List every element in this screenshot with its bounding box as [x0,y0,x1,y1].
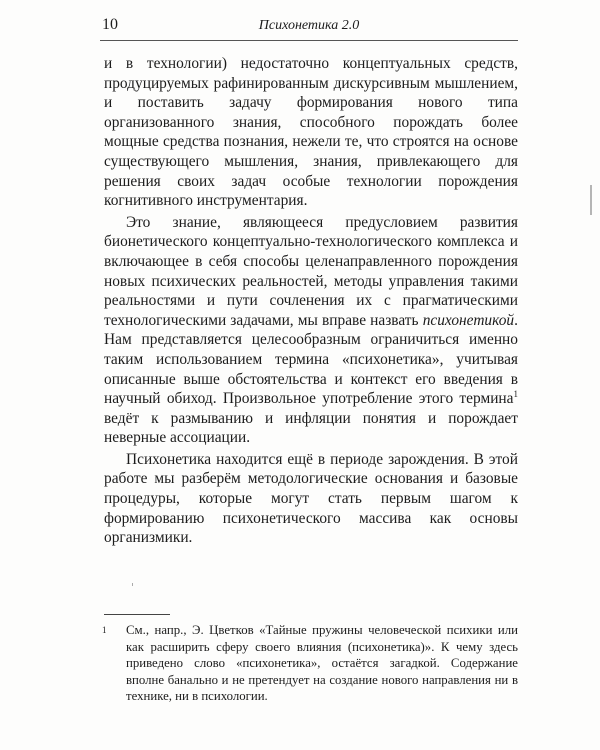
paragraph-text: . Нам представляется целесообразным ограничиться именно таким использованием термина «психонетика», учитывая описанные выше обстоятельства и контекст его введения в научный обиход. Произвольное употребление этого термина [104,311,518,408]
scan-edge-mark [590,185,592,215]
paragraph-text: ведёт к размыванию и инфляции понятия и порождает неверные ассоциации. [104,409,518,447]
footnote-mark: 1 [102,625,107,635]
emphasized-term: психонетикой [422,311,515,329]
running-title: Психонетика 2.0 [258,18,360,33]
page-number: 10 [102,16,118,33]
body-text [104,54,518,548]
footnote-divider [104,614,170,615]
page-header [100,14,518,41]
paragraph-origin: Психонетика находится ещё в периоде зарождения. В этой работе мы разберём методологические основания и базовые процедуры, которые могут стать первым шагом к формированию психонетического массива как основы организмики. [104,450,518,547]
footnote [104,622,518,705]
paragraph-continued: и в технологии) недостаточно концептуальных средств, продуцируемых рафинированным дискурсивным мышлением, и поставить задачу формирования нового типа организованного знания, способного порождать более мощные средства познания, нежели те, что строятся на основе существующего мышления, знания, привлекающего для решения своих задач особые технологии порождения когнитивного инструментария. [104,55,518,210]
paragraph-psychonetics-definition [104,213,518,448]
footnote-reference[interactable]: 1 [513,388,518,399]
paragraph-text: Это знание, являющееся предусловием развития бионетического концептуально-технологического комплекса и включающее в себя способы целенаправленного порождения новых психических реальностей, методы управления такими реальностями и пути сочленения их с прагматическими технологическими задачами, мы вправе назвать [104,213,518,329]
scan-speck [132,583,133,586]
footnote-text: См., напр., Э. Цветков «Тайные пружины человеческой психики или как расширить сферу своего влияния (психонетика)». К чему здесь приведено слово «психонетика», остаётся загадкой. Содержание вполне банально и не претендует на создание нового направления ни в технике, ни в психологии. [126,623,518,704]
